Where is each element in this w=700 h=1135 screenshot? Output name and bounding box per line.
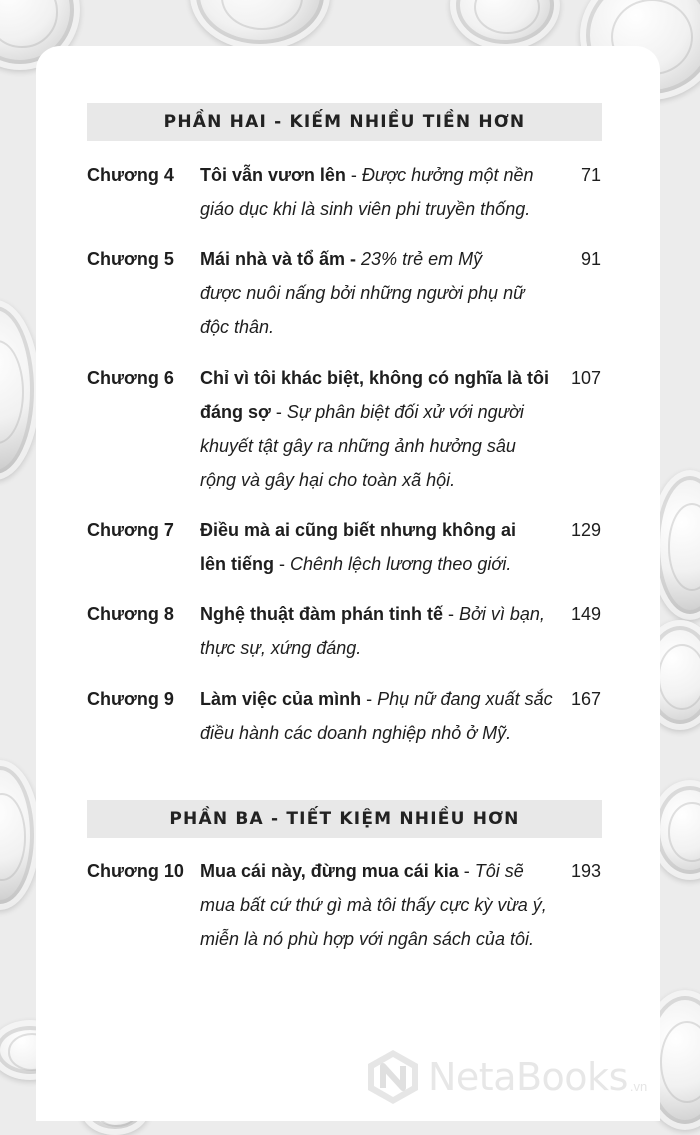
chapter-label: Chương 7: [87, 520, 174, 540]
chapter-text: [200, 361, 560, 497]
chapter-title: Chỉ vì tôi khác biệt, không có nghĩa là tôi: [200, 368, 550, 388]
background-coin-decoration: [0, 760, 40, 910]
chapter-separator: -: [274, 554, 291, 574]
chapter-description: độc thân.: [200, 317, 275, 337]
chapter-description: Bởi vì bạn,: [459, 604, 545, 624]
chapter-description: khuyết tật gây ra những ảnh hưởng sâu: [200, 436, 516, 456]
chapter-description: 23% trẻ em Mỹ: [361, 249, 483, 269]
watermark-brand: NetaBooks: [428, 1055, 628, 1099]
chapter-text: [200, 682, 560, 750]
chapter-separator: -: [345, 165, 362, 185]
chapter-separator: -: [443, 604, 459, 624]
chapter-label: Chương 4: [87, 165, 174, 185]
background-coin-decoration: [450, 0, 560, 50]
chapter-description: Tôi sẽ: [474, 861, 524, 881]
chapter-page-number: 129: [570, 520, 601, 540]
chapter-title: đáng sợ: [200, 402, 271, 422]
chapter-description: điều hành các doanh nghiệp nhỏ ở Mỹ.: [200, 723, 512, 743]
chapter-separator: -: [361, 689, 378, 709]
chapter-page-number: 107: [570, 368, 601, 388]
watermark-tld: .vn: [629, 1078, 648, 1094]
chapter-page-number: 193: [570, 861, 601, 881]
background-coin-decoration: [0, 300, 40, 480]
chapter-title: lên tiếng: [200, 554, 275, 574]
chapter-title: Điều mà ai cũng biết nhưng không ai: [200, 520, 517, 540]
chapter-description: Sự phân biệt đối xử với người: [286, 402, 524, 422]
chapter-description: rộng và gây hại cho toàn xã hội.: [200, 470, 456, 490]
background-coin-decoration: [190, 0, 330, 50]
chapter-label: Chương 6: [87, 368, 174, 388]
chapter-title: Tôi vẫn vươn lên: [200, 165, 346, 185]
chapter-description: được nuôi nấng bởi những người phụ nữ: [200, 283, 525, 303]
chapter-title: Làm việc của mình: [200, 689, 362, 709]
chapter-text: [200, 158, 560, 226]
chapter-text: [200, 242, 560, 344]
chapter-text: [200, 854, 560, 956]
chapter-title: Mái nhà và tổ ấm: [200, 249, 346, 269]
chapter-page-number: 167: [570, 689, 601, 709]
chapter-description: thực sự, xứng đáng.: [200, 638, 362, 658]
chapter-label: Chương 10: [87, 861, 184, 881]
chapter-separator: -: [270, 402, 287, 422]
section-header-part-three: [87, 800, 602, 838]
section-header-part-two: [87, 103, 602, 141]
chapter-title: Mua cái này, đừng mua cái kia: [200, 861, 459, 881]
chapter-page-number: 91: [580, 249, 601, 269]
chapter-text: [200, 513, 560, 581]
chapter-label: Chương 5: [87, 249, 174, 269]
chapter-description: giáo dục khi là sinh viên phi truyền thống.: [200, 199, 531, 219]
chapter-description: mua bất cứ thứ gì mà tôi thấy cực kỳ vừa ý,: [200, 895, 547, 915]
chapter-description: Được hưởng một nền: [361, 165, 534, 185]
netabooks-logo-icon: [364, 1048, 422, 1106]
chapter-description: Chênh lệch lương theo giới.: [290, 554, 512, 574]
chapter-description: Phụ nữ đang xuất sắc: [377, 689, 553, 709]
chapter-page-number: 149: [570, 604, 601, 624]
chapter-title: Nghệ thuật đàm phán tinh tế: [200, 604, 443, 624]
section-title: PHẦN HAI - KIẾM NHIỀU TIỀN HƠN: [163, 112, 526, 132]
chapter-page-number: 71: [580, 165, 601, 185]
chapter-separator: -: [458, 861, 475, 881]
chapter-description: miễn là nó phù hợp với ngân sách của tôi.: [200, 929, 534, 949]
chapter-label: Chương 8: [87, 604, 174, 624]
netabooks-watermark: [364, 1042, 647, 1112]
section-title: PHẦN BA - TIẾT KIỆM NHIỀU HƠN: [169, 809, 520, 829]
chapter-separator: -: [345, 249, 362, 269]
chapter-label: Chương 9: [87, 689, 174, 709]
table-of-contents-page: [36, 46, 660, 1121]
chapter-text: [200, 597, 560, 665]
